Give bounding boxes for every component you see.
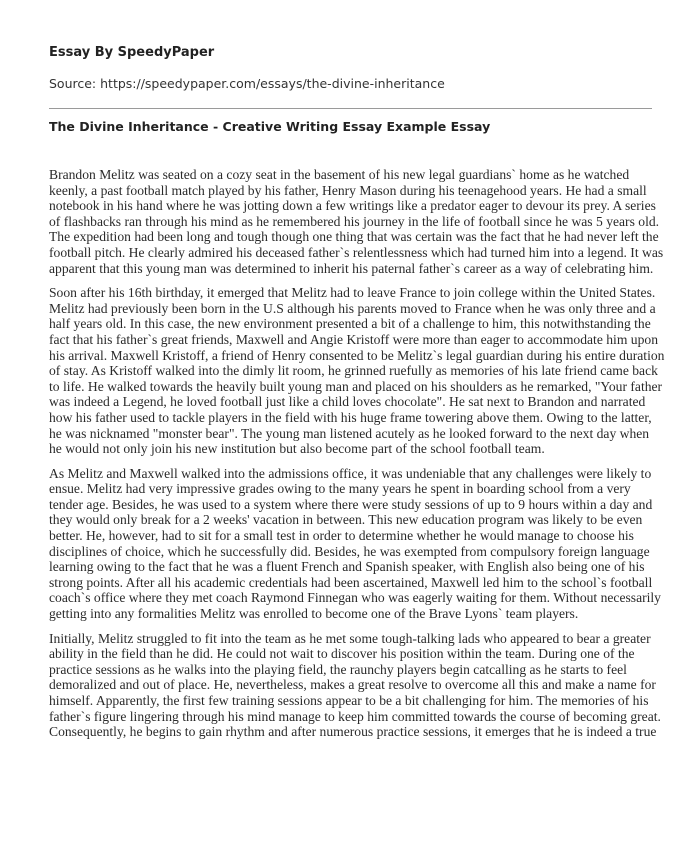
header-divider: [49, 108, 652, 109]
source-line: Source: https://speedypaper.com/essays/the-divine-inheritance: [49, 76, 445, 91]
essay-paragraph: Soon after his 16th birthday, it emerged that Melitz had to leave France to join college within the United States. Melitz had previously been born in the U.S although his parents moved to France when he was only three and a half years old. In this case, the new environment presented a bit of a challenge to him, this notwithstanding the fact that his father`s great friends, Maxwell and Angie Kristoff were more than eager to accommodate him upon his arrival. Maxwell Kristoff, a friend of Henry consented to be Melitz`s legal guardian during his entire duration of stay. As Kristoff walked into the dimly lit room, he grinned ruefully as memories of his late friend came back to life. He walked towards the heavily built young man and placed on his shoulders as he remarked, "Your father was indeed a Legend, he loved football just like a child loves chocolate". He sat next to Brandon and narrated how his father used to tackle players in the field with his huge frame towering above them. Owing to the latter, he was nicknamed "monster bear". The young man listened acutely as he looked forward to the next day when he would not only join his new institution but also become part of the school football team.: [49, 285, 665, 457]
essay-paragraph: Initially, Melitz struggled to fit into the team as he met some tough-talking lads who appeared to bear a greater ability in the field than he did. He could not wait to discover his position within the team. During one of the practice sessions as he walks into the playing field, the raunchy players begin catcalling as he starts to feel demoralized and out of place. He, nevertheless, makes a great resolve to overcome all this and make a name for himself. Apparently, the first few training sessions appear to be a bit challenging for him. The memories of his father`s figure lingering through his mind manage to keep him committed towards the course of becoming great. Consequently, he begins to gain rhythm and after numerous practice sessions, it emerges that he is indeed a true: [49, 630, 661, 740]
essay-paragraph: As Melitz and Maxwell walked into the admissions office, it was undeniable that any challenges were likely to ensue. Melitz had very impressive grades owing to the many years he spent in boarding school from a very tender age. Besides, he was used to a system where there were study sessions of up to 9 hours within a day and they would only break for a 2 weeks' vacation in between. This new education program was likely to be even better. He, however, had to sit for a small test in order to determine whether he would manage to choose his disciplines of choice, which he successfully did. Besides, he was exempted from compulsory foreign language learning owing to the fact that he was a fluent French and Spanish speaker, with English also being one of his strong points. After all his academic credentials had been ascertained, Maxwell led him to the school`s football coach`s office where they met coach Raymond Finnegan who was eagerly waiting for them. Without necessarily getting into any formalities Melitz was enrolled to become one of the Brave Lyons` team players.: [49, 465, 661, 622]
essay-paragraph: Brandon Melitz was seated on a cozy seat in the basement of his new legal guardians` home as he watched keenly, a past football match played by his father, Henry Mason during his teenagehood years. He had a small notebook in his hand where he was jotting down a few writings like a predator eager to devour its prey. A series of flashbacks ran through his mind as he remembered his journey in the life of football since he was 5 years old. The expedition had been long and tough though one thing that was certain was the fact that he had never left the football pitch. He clearly admired his deceased father`s relentlessness which had turned him into a legend. It was apparent that this young man was determined to inherit his paternal father`s career as a way of celebrating him.: [49, 167, 664, 276]
essay-body: [49, 167, 665, 749]
document-header: [49, 44, 659, 92]
essay-title: The Divine Inheritance - Creative Writing Essay Example Essay: [49, 119, 491, 134]
brand-title: Essay By SpeedyPaper: [49, 45, 215, 60]
